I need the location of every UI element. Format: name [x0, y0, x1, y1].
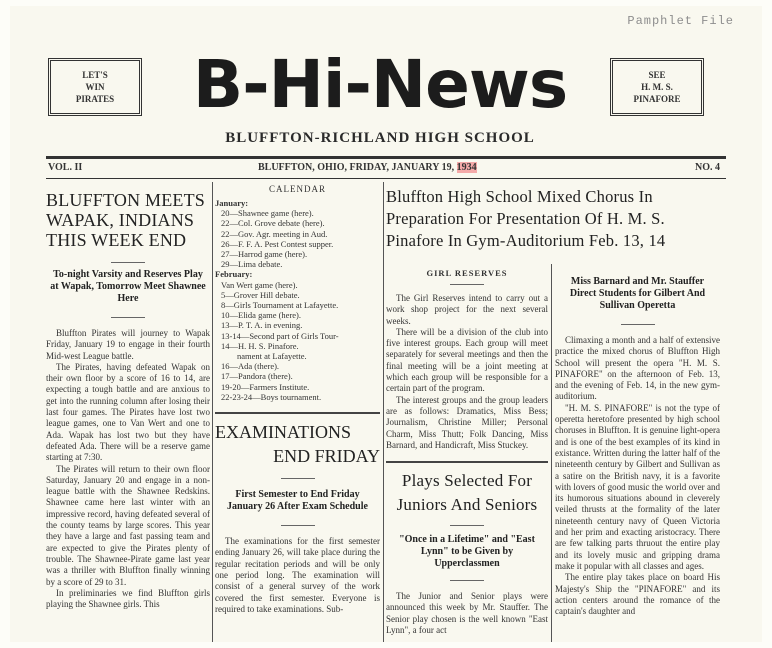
calendar-item: Van Wert game (here).: [221, 279, 298, 290]
plays-deck: "Once in a Lifetime" and "East Lynn" to be Given by Upperclassmen: [399, 534, 535, 570]
headline-divider: [450, 525, 484, 526]
sports-headline: BLUFFTON MEETS WAPAK, INDIANS THIS WEEK END: [46, 190, 205, 250]
place-date-text: BLUFFTON, OHIO, FRIDAY, JANUARY 19,: [258, 162, 457, 173]
calendar-item: 13-14—Second part of Girls Tour-: [221, 330, 339, 341]
year-highlight: 1934: [456, 162, 477, 173]
ear-right-line: SEE: [648, 70, 666, 80]
dateline-rule: [46, 178, 726, 179]
deck-divider: [281, 525, 315, 526]
sports-paragraph: The Pirates, having defeated Wapak on their own floor by a score of 16 to 14, are expecting a tough battle and are anxious to get into the running column after losing their last four games. The Pirates have lost two league games, one to Van Wert and one to Ada. Wapak has lost two but they have defeated Ada. There will be a reserve game starting at 7:30.: [46, 361, 210, 463]
chorus-banner: [386, 182, 719, 262]
calendar-item: 19-20—Farmers Institute.: [221, 381, 310, 392]
column-sports: [46, 182, 210, 642]
calendar-item: 13—P. T. A. in evening.: [221, 320, 303, 331]
headline-divider: [281, 478, 315, 479]
deck-divider: [450, 580, 484, 581]
deck-divider: [621, 324, 655, 325]
calendar-month: January:: [215, 198, 249, 208]
pinafore-paragraph: Climaxing a month and a half of extensive practice the mixed chorus of Bluffton High School will present the opera "H. M. S. PINAFORE" on the afternoon of Feb. 13, and the evening of Feb. 14, in the new gym-auditorium.: [555, 335, 720, 402]
column-girl-reserves-plays: [386, 264, 548, 642]
girl-reserves-head: GIRL RESERVES: [426, 268, 508, 278]
ear-right-box: [610, 58, 704, 116]
exams-headline-line2: END FRIDAY: [273, 446, 380, 467]
exams-headline: [215, 420, 380, 468]
column-divider: [551, 264, 552, 642]
plays-paragraph: The Junior and Senior plays were announced this week by Mr. Stauffer. The Senior play chosen is the well known "East Lynn", a four act: [386, 591, 548, 636]
place-date: [258, 162, 477, 173]
sports-paragraph: Bluffton Pirates will journey to Wapak Friday, January 19 to engage in their fourth Mid-west League battle.: [46, 328, 210, 361]
calendar-item: 27—Harrod game (here).: [221, 249, 308, 260]
calendar-item: 10—Elida game (here).: [221, 310, 302, 321]
masthead-rule: [46, 156, 726, 159]
sports-paragraph: The Pirates will return to their own floor Saturday, January 20 and engage in a non-league battle with the Shawnee Redskins. Shawnee came here last winter with an impressive record, having defeated several of the county teams by large scores. This year they have a large and fast passing team and are expected to give the Pirates plenty of trouble. The Shawnee-Pirate game last year was a thriller with Bluffton finally winning by a score of 29 to 31.: [46, 463, 210, 587]
plays-headline: Plays Selected For Juniors And Seniors: [396, 471, 538, 515]
volume-label: VOL. II: [48, 162, 83, 173]
ear-left-line: LET'S: [82, 70, 108, 80]
deck-divider: [111, 317, 145, 318]
pinafore-paragraph: "H. M. S. PINAFORE" is not the type of operetta heretofore presented by high school choruses in Bluffton. It is genuine light-opera and is one of the best examples of its kind in existance. Written during the latter half of the nineteenth century by Gilbert and Sullivan as a satire on the British navy, it is a favorite with lovers of good music the world over and its humorous situations abound in cleverely veiled thrusts at the formality of the later nineteenth century navy of Queen Victoria and her prim and exacting aristocracy. There are few talking parts thruout the entire play and its lovely music and gripping drama make it popular with all classes and ages.: [555, 402, 720, 571]
girl-reserves-paragraph: The Girl Reserves intend to carry out a work shop project for the next several weeks.: [386, 293, 548, 326]
exams-headline-line1: EXAMINATIONS: [215, 422, 351, 443]
chorus-headline: Bluffton High School Mixed Chorus In Preparation For Presentation Of H. M. S. Pinafore In Gym-Auditorium Feb. 13, 14: [386, 187, 666, 250]
ear-right-line: PINAFORE: [633, 94, 681, 104]
calendar-item: 22—Col. Grove debate (here).: [221, 218, 325, 229]
column-divider: [212, 182, 213, 642]
school-name: BLUFFTON-RICHLAND HIGH SCHOOL: [225, 130, 535, 146]
ear-left-line: PIRATES: [75, 94, 115, 104]
calendar-item: nament at Lafayette.: [237, 351, 307, 362]
pinafore-paragraph: The entire play takes place on board His Majesty's Ship the "PINAFORE" and its action centers around the romance of the captain's daughter and: [555, 572, 720, 617]
column-calendar-exams: [215, 182, 380, 642]
calendar-item: 26—F. F. A. Pest Contest supper.: [221, 238, 334, 249]
section-rule: [215, 412, 380, 414]
ear-right-line: H. M. S.: [641, 82, 673, 92]
calendar-item: 14—H. H. S. Pinafore.: [221, 340, 299, 351]
headline-divider: [111, 262, 145, 263]
newspaper-page: [10, 6, 762, 642]
exams-deck: First Semester to End Friday January 26 After Exam Schedule: [227, 489, 368, 513]
issue-number: NO. 4: [695, 162, 720, 173]
calendar-item: 5—Grover Hill debate.: [221, 289, 300, 300]
calendar-title: CALENDAR: [269, 184, 326, 194]
column-pinafore: [555, 264, 720, 642]
calendar-item: 20—Shawnee game (here).: [221, 208, 314, 219]
column-divider: [383, 182, 384, 642]
barnard-deck: Miss Barnard and Mr. Stauffer Direct Students for Gilbert And Sullivan Operetta: [569, 276, 706, 311]
pamphlet-file-stamp: Pamphlet File: [627, 14, 734, 28]
exams-paragraph: The examinations for the first semester ending January 26, will take place during the regular recitation periods and will be only one period long. The examination will consist of a general survey of the work covered the first semester. Everyone is required to take examinations. Sub-: [215, 536, 380, 614]
calendar-item: 22—Gov. Agr. meeting in Aud.: [221, 228, 328, 239]
calendar-item: 16—Ada (there).: [221, 361, 280, 372]
sports-deck: To-night Varsity and Reserves Play at Wapak, Tomorrow Meet Shawnee Here: [50, 269, 206, 304]
sports-paragraph: In preliminaries we find Bluffton girls playing the Shawnee girls. This: [46, 587, 210, 610]
head-divider: [450, 284, 484, 285]
dateline: [46, 162, 726, 178]
masthead-title: B-Hi-News: [192, 46, 568, 123]
ear-left-box: [48, 58, 142, 116]
calendar-month: February:: [215, 269, 253, 280]
section-rule: [386, 461, 548, 463]
calendar-item: 8—Girls Tournament at Lafayette.: [221, 300, 339, 311]
calendar-item: 29—Lima debate.: [221, 259, 283, 270]
calendar-item: 22-23-24—Boys tournament.: [221, 391, 322, 402]
girl-reserves-paragraph: There will be a division of the club into five interest groups. Each group will meet separately for several meetings and then the final meeting will be a joint meeting at which each group will be responsible for a certain part of the program.: [386, 326, 548, 394]
ear-left-line: WIN: [85, 82, 105, 92]
girl-reserves-paragraph: The interest groups and the group leaders are as follows: Dramatics, Miss Bess; Journalism, Christine Miller; Personal Charm, Miss Thutt; Folk Dancing, Miss Barnard, and Handicraft, Miss Stuckey.: [386, 394, 548, 450]
calendar-item: 17—Pandora (there).: [221, 371, 293, 382]
